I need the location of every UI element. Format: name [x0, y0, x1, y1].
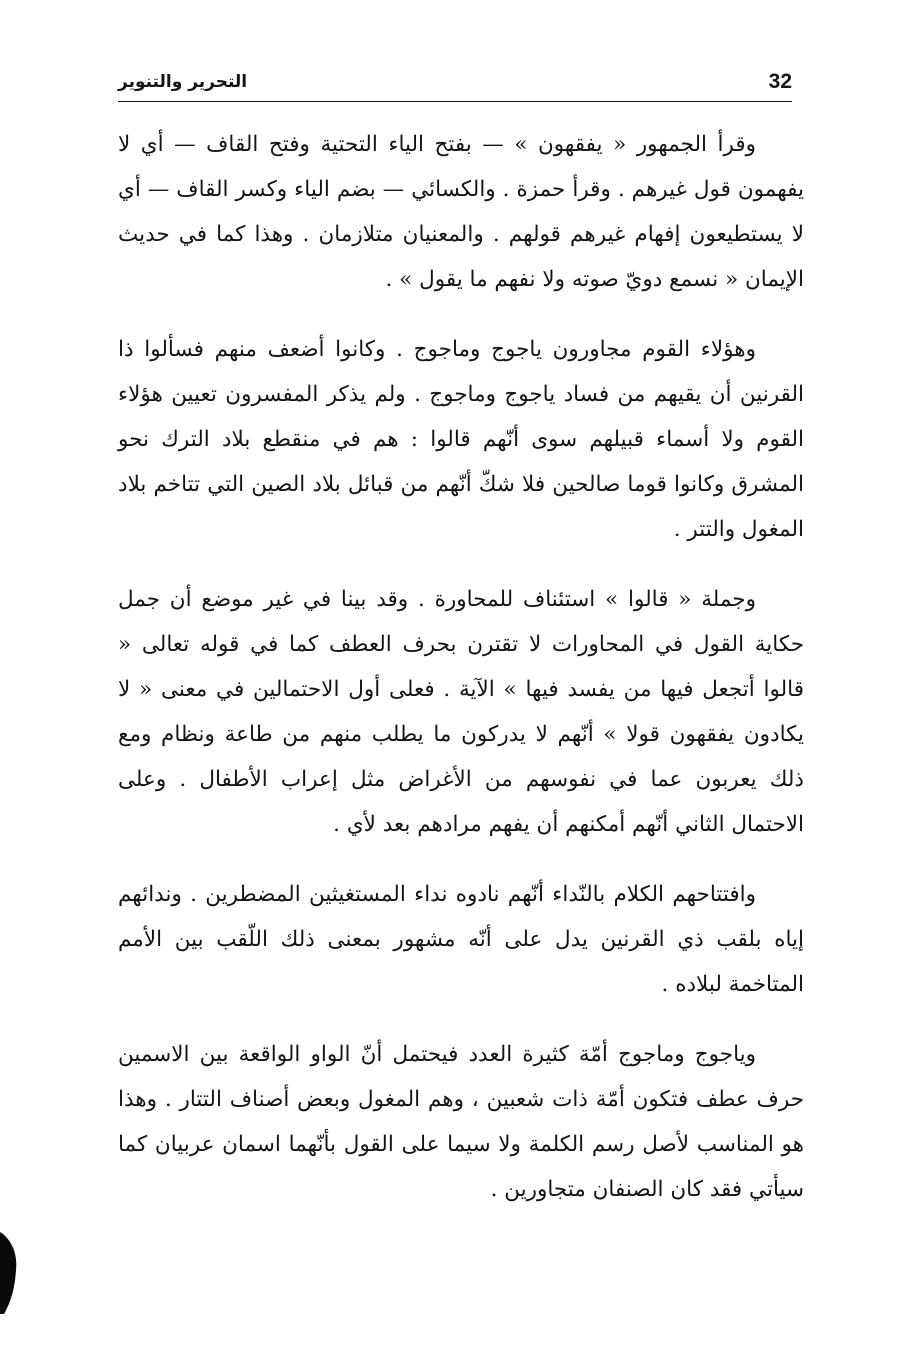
header-rule [118, 101, 792, 102]
running-head [118, 68, 792, 100]
paragraph-3: وجملة « قالوا » استئناف للمحاورة . وقد بينا في غير موضع أن جمل حكاية القول في المحاورات لا تقترن بحرف العطف كما في قوله تعالى « قالوا أتجعل فيها من يفسد فيها » الآية . فعلى أول الاحتمالين في معنى « لا يكادون يفقهون قولا » أنّهم لا يدركون ما يطلب منهم من طاعة ونظام ومع ذلك يعربون عما في نفوسهم من الأغراض مثل إعراب الأطفال . وعلى الاحتمال الثاني أنّهم أمكنهم أن يفهم مرادهم بعد لأي . [118, 587, 804, 837]
paragraph-1: وقرأ الجمهور « يفقهون » — بفتح الياء التحتية وفتح القاف — أي لا يفهمون قول غيرهم . وقرأ حمزة . والكسائي — بضم الياء وكسر القاف — أي لا يستطيعون إفهام غيرهم قولهم . والمعنيان متلازمان . وهذا كما في حديث الإيمان « نسمع دويّ صوته ولا نفهم ما يقول » . [118, 132, 804, 292]
body-text [118, 122, 804, 1212]
paragraph-2: وهؤلاء القوم مجاورون ياجوج وماجوج . وكانوا أضعف منهم فسألوا ذا القرنين أن يقيهم من فساد ياجوج وماجوج . ولم يذكر المفسرون تعيين هؤلاء القوم ولا أسماء قبيلهم سوى أنّهم قالوا : هم في منقطع بلاد الترك نحو المشرق وكانوا قوما صالحين فلا شكّ أنّهم من قبائل بلاد الصين التي تتاخم بلاد المغول والتتر . [118, 337, 804, 542]
paragraph-5: وياجوج وماجوج أمّة كثيرة العدد فيحتمل أنّ الواو الواقعة بين الاسمين حرف عطف فتكون أمّة ذات شعبين ، وهم المغول وبعض أصناف التتار . وهذا هو المناسب لأصل رسم الكلمة ولا سيما على القول بأنّهما اسمان عربيان كما سيأتي فقد كان الصنفان متجاورين . [118, 1042, 804, 1202]
page-number: 32 [768, 70, 792, 93]
running-title: التحرير والتنوير [118, 72, 248, 92]
scan-edge-blot [0, 1232, 20, 1314]
paragraph-4: وافتتاحهم الكلام بالنّداء أنّهم نادوه نداء المستغيثين المضطرين . وندائهم إياه بلقب ذي القرنين يدل على أنّه مشهور بمعنى ذلك اللّقب بين الأمم المتاخمة لبلاده . [118, 882, 804, 997]
